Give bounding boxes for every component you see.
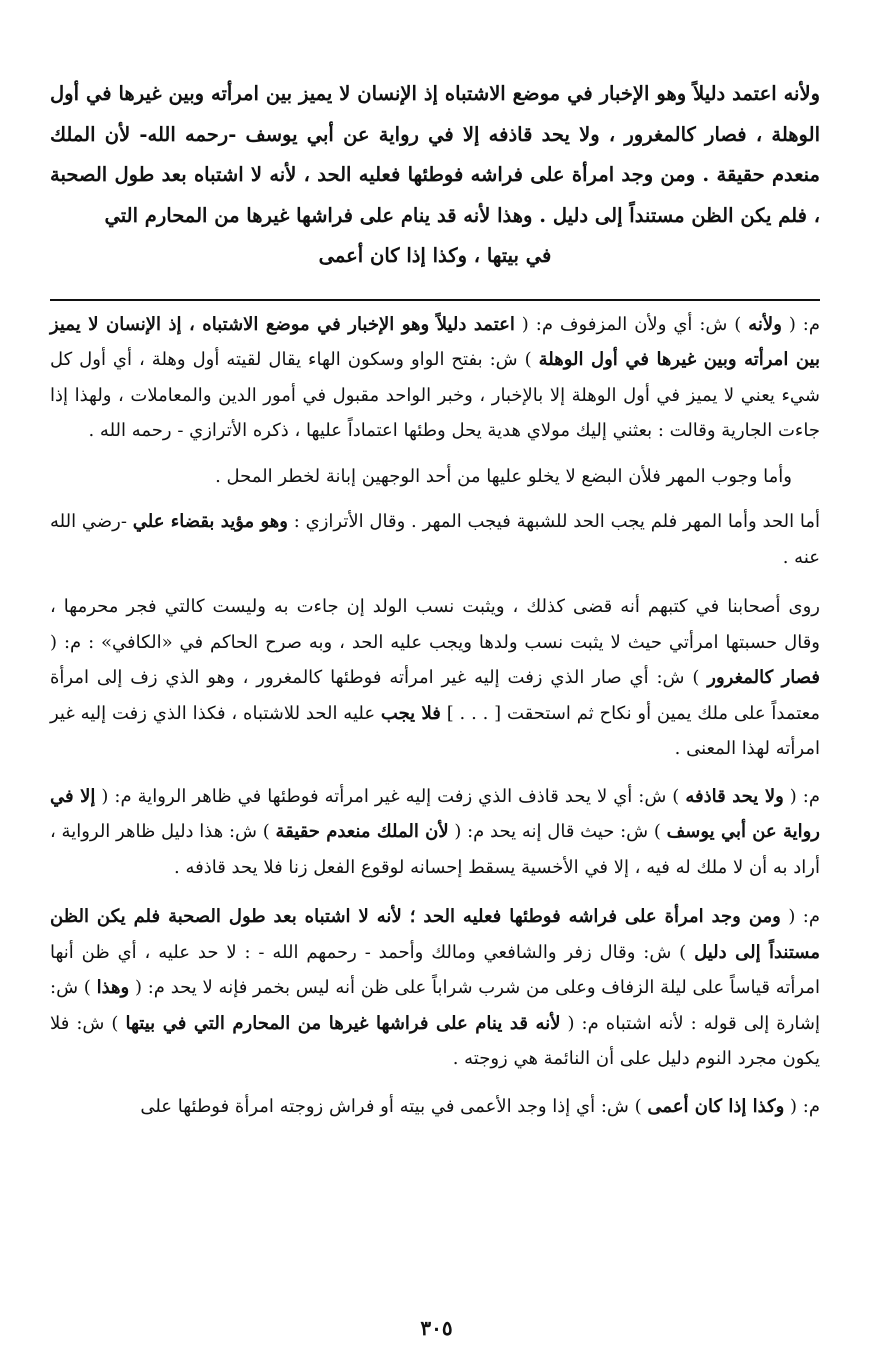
commentary-segment: ) ش: أي إذا وجد الأعمى في بيته أو فراش زوجته امرأة فوطئها على	[140, 1095, 648, 1117]
commentary-segment: ) ش: أي صار الذي زفت إليه غير امرأته فوطئها كالمغرور ، وهو الذي زف إلى امرأة معتمداً على ملك يمين أو نكاح ثم استحقت [ . . . ]	[50, 667, 820, 724]
commentary-block	[50, 307, 820, 1125]
page-body	[50, 74, 820, 1124]
quoted-matn-segment: وهو مؤيد بقضاء علي	[132, 511, 288, 532]
quoted-matn-segment: ومن وجد امرأة على فراشه فوطئها فعليه الحد ؛ لأنه لا اشتباه بعد طول الصحبة فلم يكن الظن مستنداً إلى دليل	[50, 906, 820, 963]
commentary-segment: ) ش: بفتح الواو وسكون الهاء يقال لقيته أول وهلة ، أي أول كل شيء يعني لا يميز في أول الوهلة إلا بالإخبار ، وخبر الواحد مقبول في أمور الدين والمعاملات ، ولهذا إذا جاءت الجارية وقالت : بعثني إليك مولاي هدية يحل وطئها اعتماداً عليها ، ذكره الأترازي - رحمه الله .	[50, 349, 820, 441]
commentary-segment: ) ش: أي ولأن المزفوف م: (	[514, 313, 749, 335]
commentary-segment: روى أصحابنا في كتبهم أنه قضى كذلك ، ويثبت نسب الولد إن جاءت به وليست كالتي فجر محرمها ، وقال حسبتها امرأتي حيث لا يثبت نسب ولدها ويجب عليه الحد ، وبه صرح الحاكم في «الكافي» : م: (	[50, 596, 820, 653]
matn-last-line: في بيتها ، وكذا إذا كان أعمى	[318, 244, 552, 267]
commentary-paragraph	[50, 589, 820, 767]
commentary-segment: وأما وجوب المهر فلأن البضع لا يخلو عليها من أحد الوجهين إبانة لخطر المحل .	[215, 465, 792, 487]
quoted-matn-segment: فصار كالمغرور	[707, 667, 820, 688]
commentary-segment: م: (	[780, 906, 820, 927]
commentary-segment: ) ش: أي لا يحد قاذف الذي زفت إليه غير امرأته فوطئها في ظاهر الرواية م: (	[95, 785, 686, 807]
commentary-segment: ) ش: فلا يكون مجرد النوم دليل على أن النائمة هي زوجته .	[50, 1012, 820, 1069]
commentary-segment: ) ش: هذا دليل ظاهر الرواية ، أراد به أن لا ملك له فيه ، إلا في الأخسية يسقط إحسانه لوقوع الفعل زنا فلا يحد قاذفه .	[50, 821, 820, 878]
commentary-paragraph	[50, 899, 820, 1077]
quoted-matn-segment: ولا يحد قاذفه	[685, 785, 784, 807]
matn-block	[50, 74, 820, 277]
commentary-paragraph	[50, 307, 820, 449]
divider-rule	[50, 299, 820, 301]
commentary-segment: م: (	[781, 313, 820, 335]
quoted-matn-segment: اعتمد دليلاً وهو الإخبار في موضع الاشتباه ، إذ الإنسان لا يميز بين امرأته وبين غيرها في أول الوهلة	[50, 313, 820, 370]
quoted-matn-segment: فلا يجب	[380, 702, 441, 724]
commentary-segment: م: (	[783, 785, 821, 807]
commentary-segment: -رضي الله عنه .	[50, 511, 820, 568]
commentary-paragraph	[50, 1089, 820, 1125]
commentary-segment: ) ش: إشارة إلى قوله : لأنه اشتباه م: (	[50, 977, 820, 1034]
commentary-paragraph	[50, 459, 820, 495]
commentary-segment: م: (	[784, 1095, 820, 1117]
matn-text: ولأنه اعتمد دليلاً وهو الإخبار في موضع الاشتباه إذ الإنسان لا يميز بين امرأته وبين غيرها في أول الوهلة ، فصار كالمغرور ، ولا يحد قاذفه إلا في رواية عن أبي يوسف -رحمه الله- لأن الملك منعدم حقيقة . ومن وجد امرأة على فراشه فوطئها فعليه الحد ، لأنه لا اشتباه بعد طول الصحبة ، فلم يكن الظن مستنداً إلى دليل . وهذا لأنه قد ينام على فراشها غيرها من المحارم التي	[50, 82, 820, 227]
commentary-segment: ) ش: وقال زفر والشافعي ومالك وأحمد - رحمهم الله - : لا حد عليه ، أي ظن أنها امرأته قياساً على ليلة الزفاف وعلى من شرب شراباً على ظن أنه ليس بخمر فإنه لا يحد م: (	[50, 941, 820, 998]
quoted-matn-segment: ولأنه	[748, 313, 782, 335]
quoted-matn-segment: لأنه قد ينام على فراشها غيرها من المحارم التي في بيتها	[125, 1012, 561, 1034]
quoted-matn-segment: إلا في رواية عن أبي يوسف	[50, 785, 820, 842]
commentary-segment: ) ش: حيث قال إنه يحد م: (	[448, 821, 667, 842]
commentary-paragraph	[50, 779, 820, 886]
commentary-paragraph	[50, 504, 820, 575]
quoted-matn-segment: وكذا إذا كان أعمى	[647, 1095, 785, 1117]
quoted-matn-segment: وهذا	[96, 977, 130, 998]
quoted-matn-segment: لأن الملك منعدم حقيقة	[275, 821, 449, 842]
commentary-segment: عليه الحد للاشتباه ، فكذا الذي زفت إليه غير امرأته لهذا المعنى .	[50, 702, 820, 759]
page-number: ٣٠٥	[420, 1316, 453, 1340]
commentary-segment: أما الحد وأما المهر فلم يجب الحد للشبهة فيجب المهر . وقال الأترازي :	[288, 511, 820, 532]
